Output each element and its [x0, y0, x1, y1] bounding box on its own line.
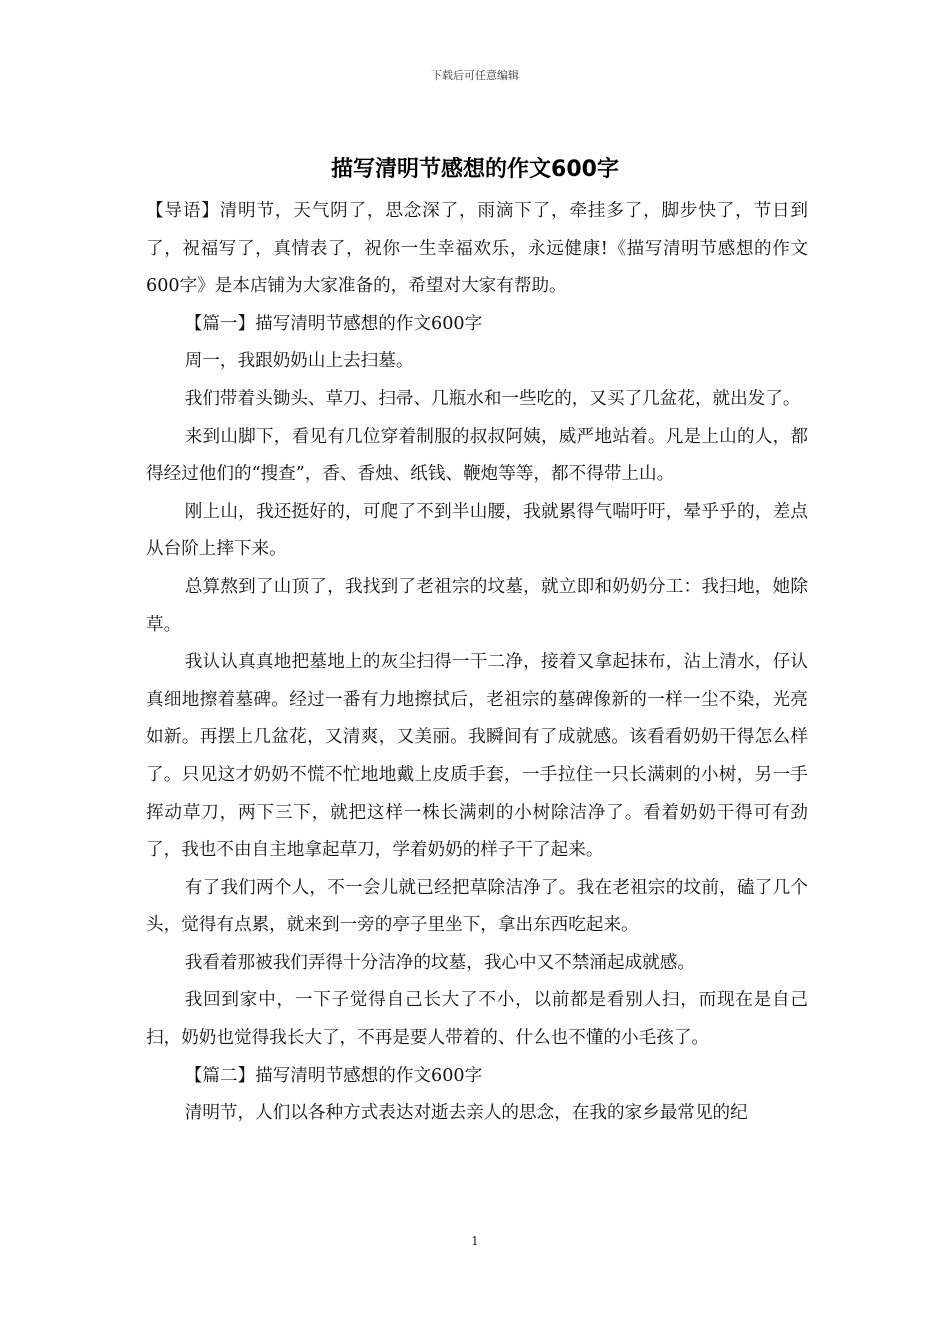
- document-body: [146, 193, 808, 1133]
- body-paragraph: 来到山脚下，看见有几位穿着制服的叔叔阿姨，威严地站着。凡是上山的人，都得经过他们的“搜查”，香、香烛、纸钱、鞭炮等等，都不得带上山。: [146, 426, 808, 485]
- section-heading-1: 【篇一】描写清明节感想的作文600字: [184, 313, 483, 334]
- body-paragraph: 我认认真真地把墓地上的灰尘扫得一干二净，接着又拿起抹布，沾上清水，仔认真细地擦着墓碑。经过一番有力地擦拭后，老祖宗的墓碑像新的一样一尘不染，光亮如新。再摆上几盆花，又清爽，又美丽。我瞬间有了成就感。该看看奶奶干得怎么样了。只见这才奶奶不慌不忙地地戴上皮质手套，一手拉住一只长满刺的小树，另一手挥动草刀，两下三下，就把这样一株长满刺的小树除洁净了。看着奶奶干得可有劲了，我也不由自主地拿起草刀，学着奶奶的样子干了起来。: [146, 652, 808, 861]
- body-paragraph: 刚上山，我还挺好的，可爬了不到半山腰，我就累得气喘吁吁，晕乎乎的，差点从台阶上摔下来。: [146, 501, 808, 560]
- body-paragraph: 总算熬到了山顶了，我找到了老祖宗的坟墓，就立即和奶奶分工：我扫地，她除草。: [146, 576, 808, 635]
- body-paragraph: 周一，我跟奶奶山上去扫墓。: [184, 351, 414, 372]
- body-paragraph: 我们带着头锄头、草刀、扫帚、几瓶水和一些吃的，又买了几盆花，就出发了。: [184, 388, 801, 409]
- body-paragraph: 我回到家中，一下子觉得自己长大了不小，以前都是看别人扫，而现在是自己扫，奶奶也觉得我长大了，不再是要人带着的、什么也不懂的小毛孩了。: [146, 990, 808, 1049]
- header-note: 下载后可任意编辑: [431, 69, 519, 82]
- document-title: 描写清明节感想的作文600字: [331, 157, 619, 182]
- section-heading-2: 【篇二】描写清明节感想的作文600字: [184, 1065, 483, 1086]
- body-paragraph: 有了我们两个人，不一会儿就已经把草除洁净了。我在老祖宗的坟前，磕了几个头，觉得有点累，就来到一旁的亭子里坐下，拿出东西吃起来。: [146, 877, 808, 936]
- body-paragraph: 我看着那被我们弄得十分洁净的坟墓，我心中又不禁涌起成就感。: [184, 952, 695, 973]
- intro-paragraph: 【导语】清明节，天气阴了，思念深了，雨滴下了，牵挂多了，脚步快了，节日到了，祝福写了，真情表了，祝你一生幸福欢乐，永远健康!《描写清明节感想的作文600字》是本店铺为大家准备的，希望对大家有帮助。: [146, 201, 808, 297]
- body-paragraph: 清明节，人们以各种方式表达对逝去亲人的思念，在我的家乡最常见的纪: [184, 1103, 748, 1124]
- page-number: 1: [471, 1234, 479, 1248]
